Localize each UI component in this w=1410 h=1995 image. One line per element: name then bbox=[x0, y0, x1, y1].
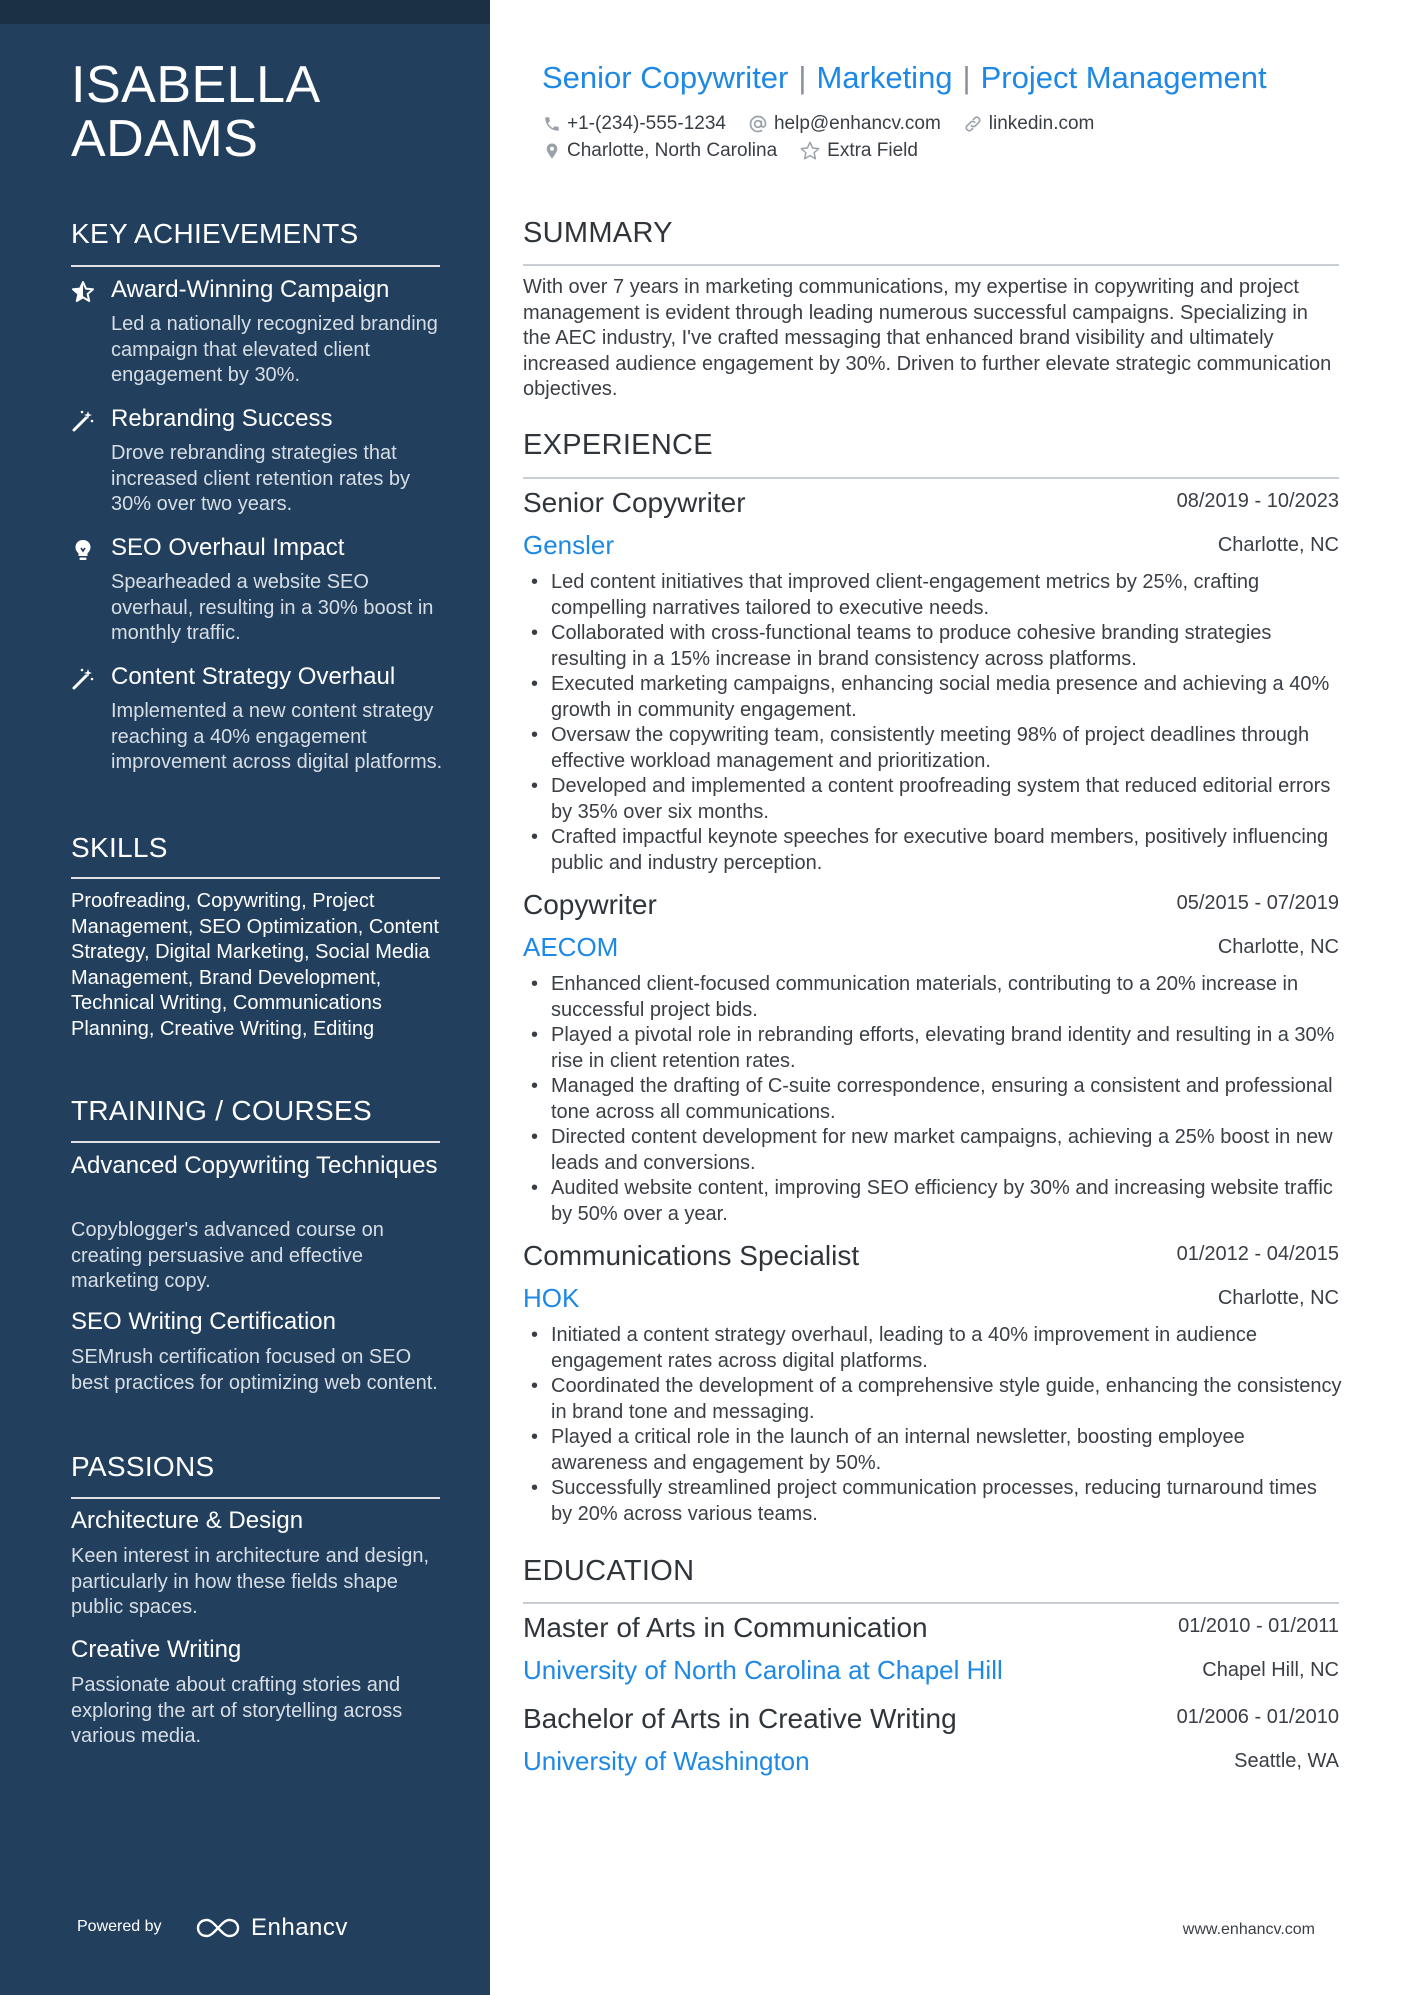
job-title: Senior Copywriter bbox=[523, 487, 746, 518]
achievement-title: Content Strategy Overhaul bbox=[111, 663, 396, 690]
candidate-name: ISABELLA ADAMS bbox=[71, 56, 321, 168]
achievement-title: Award-Winning Campaign bbox=[111, 276, 390, 303]
summary-text: With over 7 years in marketing communications, my expertise in copywriting and project management is evident through leading numerous successful campaigns. Specializing in the AEC industry, I've crafted messaging that enhanced brand visibility and ultimately increased audience engagement by 30%. Driven to further elevate strategic communication objectives. bbox=[523, 276, 1332, 400]
list-item: • Played a critical role in the launch of an internal newsletter, boosting employee awareness and engagement by 50%. bbox=[523, 1425, 1343, 1476]
skills-list: Proofreading, Copywriting, Project Management, SEO Optimization, Content Strategy, Digital Marketing, Social Media Management, Brand Development, Technical Writing, Communications Planning, Creative Writing, Editing bbox=[71, 890, 439, 1040]
summary-title: SUMMARY bbox=[523, 217, 673, 249]
degree-title: Master of Arts in Communication bbox=[523, 1612, 928, 1643]
list-item: • Audited website content, improving SEO efficiency by 30% and increasing website traffic by 50% over a year. bbox=[523, 1176, 1343, 1227]
footer-url[interactable]: www.enhancv.com bbox=[1182, 1921, 1315, 1938]
list-item: • Oversaw the copywriting team, consistently meeting 98% of project deadlines through effective workload management and prioritization. bbox=[523, 723, 1343, 774]
star-icon bbox=[799, 140, 821, 162]
star-half-icon bbox=[71, 280, 95, 304]
passions-title: PASSIONS bbox=[71, 1451, 215, 1482]
school-name[interactable]: University of Washington bbox=[523, 1746, 810, 1776]
job-dates: 08/2019 - 10/2023 bbox=[1176, 490, 1339, 512]
magic-wand-icon bbox=[71, 409, 95, 433]
headline-role: Project Management bbox=[980, 60, 1267, 95]
summary-divider bbox=[523, 264, 1339, 266]
list-item: • Coordinated the development of a comprehensive style guide, enhancing the consistency in brand tone and messaging. bbox=[523, 1374, 1343, 1425]
at-sign-icon bbox=[748, 114, 768, 134]
skills-divider bbox=[71, 877, 440, 879]
list-item: • Led content initiatives that improved client-engagement metrics by 25%, crafting compelling narratives tailored to executive needs. bbox=[523, 570, 1343, 621]
experience-divider bbox=[523, 477, 1339, 479]
achievement-desc: Drove rebranding strategies that increased client retention rates by 30% over two years. bbox=[111, 442, 411, 515]
training-course-title: SEO Writing Certification bbox=[71, 1308, 336, 1335]
degree-dates: 01/2010 - 01/2011 bbox=[1178, 1615, 1339, 1637]
job-location: Charlotte, NC bbox=[1217, 1287, 1339, 1309]
powered-by-label: Powered by bbox=[77, 1918, 162, 1935]
passion-desc: Passionate about crafting stories and exploring the art of storytelling across various media. bbox=[71, 1674, 403, 1747]
training-divider bbox=[71, 1141, 440, 1143]
job-dates: 05/2015 - 07/2019 bbox=[1176, 892, 1339, 914]
job-company[interactable]: HOK bbox=[523, 1283, 580, 1313]
passion-desc: Keen interest in architecture and design, particularly in how these fields shape public spaces. bbox=[71, 1545, 429, 1618]
school-location: Seattle, WA bbox=[1234, 1750, 1339, 1772]
training-course-desc: SEMrush certification focused on SEO best practices for optimizing web content. bbox=[71, 1346, 438, 1394]
education-divider bbox=[523, 1602, 1339, 1604]
achievements-divider bbox=[71, 265, 440, 267]
job-bullets bbox=[523, 972, 1343, 1227]
passions-divider bbox=[71, 1497, 440, 1499]
contact-phone[interactable]: +1-(234)-555-1234 bbox=[543, 113, 726, 135]
contact-row bbox=[543, 113, 1116, 135]
headline-role: Senior Copywriter bbox=[542, 60, 789, 95]
job-location: Charlotte, NC bbox=[1217, 936, 1339, 958]
degree-dates: 01/2006 - 01/2010 bbox=[1176, 1706, 1339, 1728]
job-dates: 01/2012 - 04/2015 bbox=[1176, 1243, 1339, 1265]
sidebar-top-bar bbox=[0, 0, 490, 24]
enhancv-brand-text: Enhancv bbox=[251, 1914, 348, 1941]
achievement-title: Rebranding Success bbox=[111, 405, 333, 432]
degree-title: Bachelor of Arts in Creative Writing bbox=[523, 1703, 957, 1734]
lightbulb-icon bbox=[71, 538, 95, 562]
list-item: • Managed the drafting of C-suite correspondence, ensuring a consistent and professional tone across all communications. bbox=[523, 1074, 1343, 1125]
training-course-title: Advanced Copywriting Techniques bbox=[71, 1152, 438, 1179]
headline-separator: | bbox=[962, 60, 971, 95]
job-company[interactable]: Gensler bbox=[523, 530, 615, 560]
training-course-desc: Copyblogger's advanced course on creating persuasive and effective marketing copy. bbox=[71, 1219, 384, 1292]
headline bbox=[542, 60, 1267, 96]
job-company[interactable]: AECOM bbox=[523, 932, 619, 962]
achievement-title: SEO Overhaul Impact bbox=[111, 534, 345, 561]
contact-email[interactable]: help@enhancv.com bbox=[748, 113, 941, 135]
contact-location: Charlotte, North Carolina bbox=[543, 140, 777, 162]
job-bullets bbox=[523, 1323, 1343, 1527]
list-item: • Successfully streamlined project communication processes, reducing turnaround times by 20% across various teams. bbox=[523, 1476, 1343, 1527]
enhancv-logo[interactable] bbox=[195, 1913, 348, 1943]
school-name[interactable]: University of North Carolina at Chapel Hill bbox=[523, 1655, 1003, 1685]
location-pin-icon bbox=[543, 141, 561, 161]
achievement-desc: Spearheaded a website SEO overhaul, resulting in a 30% boost in monthly traffic. bbox=[111, 571, 434, 644]
job-location: Charlotte, NC bbox=[1217, 534, 1339, 556]
headline-separator: | bbox=[798, 60, 807, 95]
achievements-title: KEY ACHIEVEMENTS bbox=[71, 218, 359, 249]
sidebar bbox=[0, 0, 490, 1995]
school-location: Chapel Hill, NC bbox=[1202, 1659, 1339, 1681]
list-item: • Enhanced client-focused communication materials, contributing to a 20% increase in successful project bids. bbox=[523, 972, 1343, 1023]
headline-role: Marketing bbox=[816, 60, 953, 95]
achievement-desc: Led a nationally recognized branding campaign that elevated client engagement by 30%. bbox=[111, 313, 438, 386]
phone-icon bbox=[543, 115, 561, 133]
list-item: • Collaborated with cross-functional teams to produce cohesive branding strategies resulting in a 15% increase in brand consistency across platforms. bbox=[523, 621, 1343, 672]
magic-wand-icon bbox=[71, 667, 95, 691]
contact-linkedin[interactable]: linkedin.com bbox=[963, 113, 1095, 135]
contact-extra-field: Extra Field bbox=[799, 140, 918, 162]
training-title: TRAINING / COURSES bbox=[71, 1095, 372, 1126]
contact-row bbox=[543, 140, 940, 162]
skills-title: SKILLS bbox=[71, 832, 168, 863]
achievement-desc: Implemented a new content strategy reaching a 40% engagement improvement across digital platforms. bbox=[111, 700, 443, 773]
education-title: EDUCATION bbox=[523, 1555, 695, 1587]
list-item: • Executed marketing campaigns, enhancing social media presence and achieving a 40% growth in community engagement. bbox=[523, 672, 1343, 723]
experience-title: EXPERIENCE bbox=[523, 429, 713, 461]
passion-title: Architecture & Design bbox=[71, 1507, 304, 1534]
job-title: Copywriter bbox=[523, 889, 657, 920]
list-item: • Developed and implemented a content proofreading system that reduced editorial errors by 35% over six months. bbox=[523, 774, 1343, 825]
list-item: • Crafted impactful keynote speeches for executive board members, positively influencing public and industry perception. bbox=[523, 825, 1343, 876]
enhancv-logo-icon bbox=[195, 1916, 241, 1940]
job-bullets bbox=[523, 570, 1343, 876]
list-item: • Initiated a content strategy overhaul, leading to a 40% improvement in audience engagement rates across digital platforms. bbox=[523, 1323, 1343, 1374]
list-item: • Directed content development for new market campaigns, achieving a 25% boost in new leads and conversions. bbox=[523, 1125, 1343, 1176]
job-title: Communications Specialist bbox=[523, 1240, 860, 1271]
list-item: • Played a pivotal role in rebranding efforts, elevating brand identity and resulting in a 30% rise in client retention rates. bbox=[523, 1023, 1343, 1074]
passion-title: Creative Writing bbox=[71, 1636, 242, 1663]
link-icon bbox=[963, 114, 983, 134]
